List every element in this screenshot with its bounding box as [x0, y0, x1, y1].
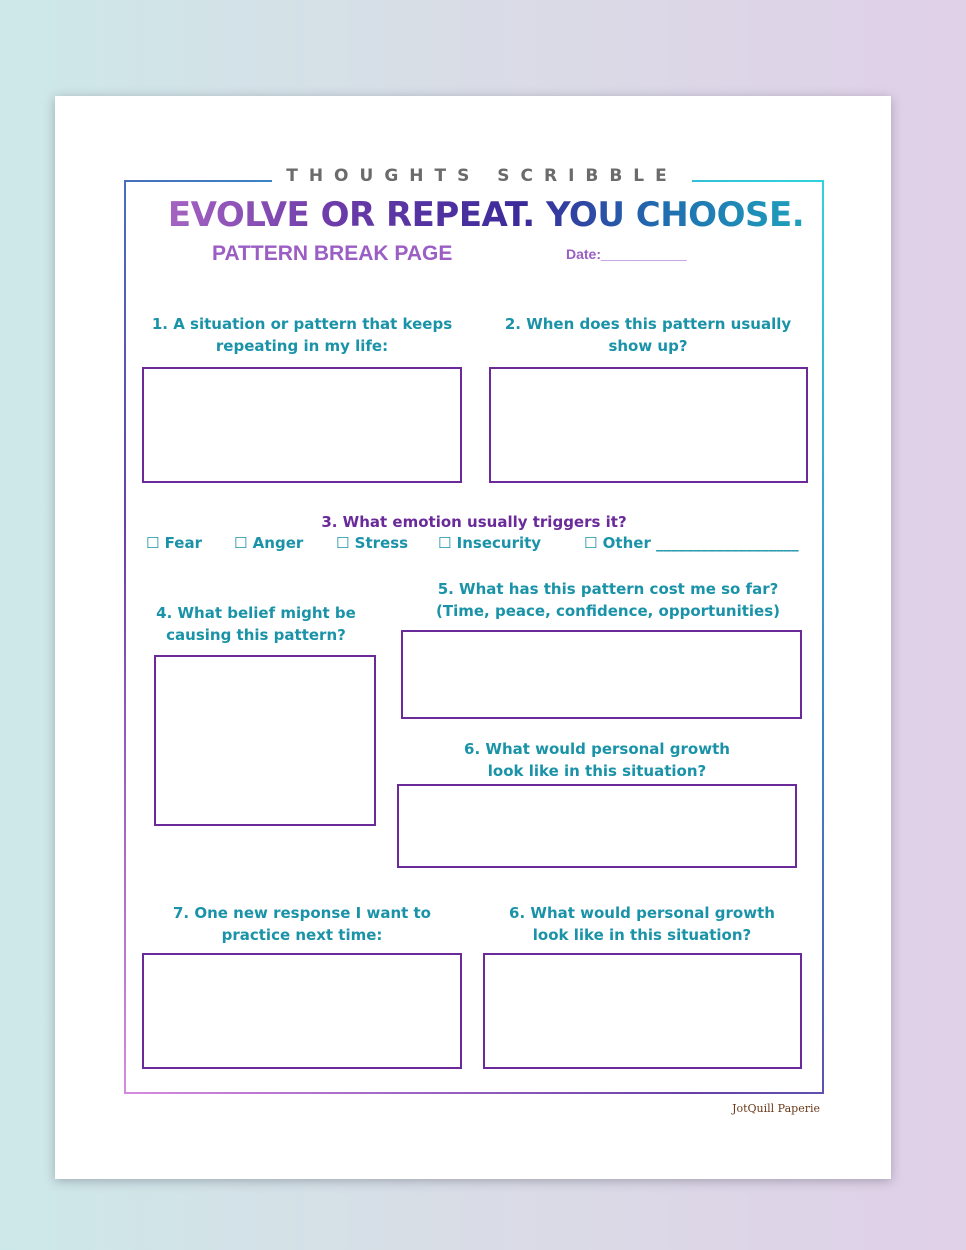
question-7: 7. One new response I want to practice next time: [173, 904, 431, 944]
answer-box-4[interactable] [154, 655, 376, 826]
question-2: 2. When does this pattern usually show up? [504, 315, 792, 355]
answer-box-6b[interactable] [483, 953, 802, 1069]
option-insecurity[interactable]: ☐ Insecurity [438, 534, 542, 552]
option-anger[interactable]: ☐ Anger [234, 534, 304, 552]
question-5: 5. What has this pattern cost me so far? (Time, peace, confidence, opportunities) [436, 580, 780, 620]
subtitle: THOUGHTS SCRIBBLE [272, 164, 692, 194]
answer-box-6a[interactable] [397, 784, 797, 868]
page-name: PATTERN BREAK PAGE [212, 242, 453, 265]
option-fear[interactable]: ☐ Fear [146, 534, 203, 552]
date-field[interactable]: Date:___________ [566, 246, 687, 262]
answer-box-7[interactable] [142, 953, 462, 1069]
question-4: 4. What belief might be causing this pattern? [156, 604, 356, 644]
answer-box-5[interactable] [401, 630, 802, 719]
question-6b: 6. What would personal growth look like in this situation? [509, 904, 775, 944]
emotion-options [146, 534, 806, 556]
headline: EVOLVE OR REPEAT. YOU CHOOSE. [124, 192, 848, 238]
brand-signature: JotQuill Paperie [732, 1102, 820, 1115]
option-stress[interactable]: ☐ Stress [336, 534, 409, 552]
question-3: 3. What emotion usually triggers it? [321, 513, 627, 531]
answer-box-1[interactable] [142, 367, 462, 483]
option-other[interactable]: ☐ Other ___________________ [584, 534, 799, 552]
answer-box-2[interactable] [489, 367, 808, 483]
question-1: 1. A situation or pattern that keeps repeating in my life: [151, 315, 453, 355]
question-6a: 6. What would personal growth look like in this situation? [464, 740, 730, 780]
